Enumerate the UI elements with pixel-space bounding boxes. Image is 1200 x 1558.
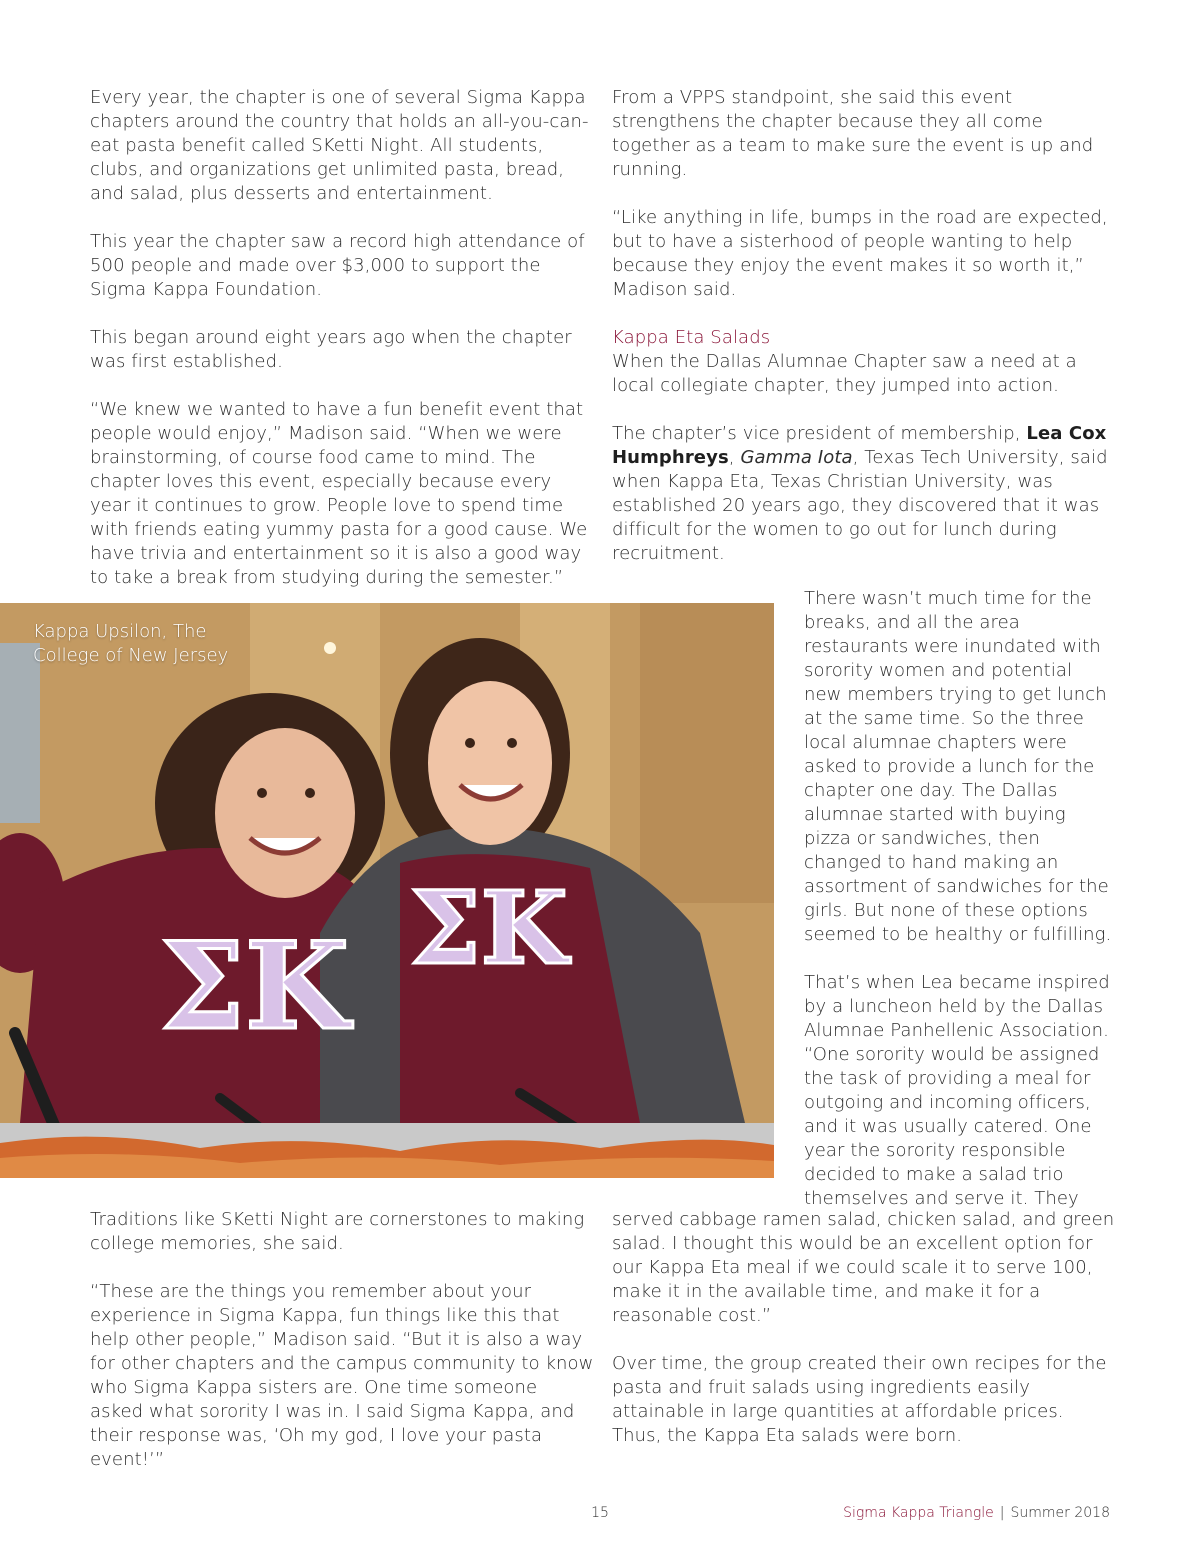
section-heading: Kappa Eta Salads [612, 327, 771, 348]
right-column-top [612, 86, 1112, 566]
publication-name: Sigma Kappa Triangle [843, 1505, 994, 1521]
publication-footer [843, 1505, 1110, 1521]
left-column-bottom [90, 1208, 595, 1472]
paragraph: That’s when Lea became inspired by a luncheon held by the Dallas Alumnae Panhellenic Association. “One sorority would be assigned the task of providing a meal for outgoing and incoming officers, and it was usually catered. One year the sorority responsible decided to make a salad trio themselves and serve it. They [804, 972, 1110, 1209]
paragraph: served cabbage ramen salad, chicken salad, and green salad. I thought this would be an excellent option for our Kappa Eta meal if we could scale it to serve 100, make it in the available time, and make it for a reasonable cost.” [612, 1209, 1115, 1326]
person-name: Lea Cox Humphreys [612, 423, 1107, 468]
right-column-bottom [612, 1208, 1117, 1448]
paragraph: This year the chapter saw a record high attendance of 500 people and made over $3,000 to support the Sigma Kappa Foundation. [90, 231, 585, 300]
paragraph-text: , Texas Tech University, said when Kappa Eta, Texas Christian University, was established 20 years ago, they discovered that it was difficult for the women to go out for lunch during recruitment. [612, 447, 1108, 564]
paragraph: “Like anything in life, bumps in the road are expected, but to have a sisterhood of people wanting to help because they enjoy the event makes it so worth it,” Madison said. [612, 207, 1108, 300]
paragraph: There wasn’t much time for the breaks, and all the area restaurants were inundated with sorority women and potential new members trying to get lunch at the same time. So the three local alumnae chapters were asked to provide a lunch for the chapter one day. The Dallas alumnae started with buying pizza or sandwiches, then changed to hand making an assortment of sandwiches for the girls. But none of these options seemed to be healthy or fulfilling. [804, 588, 1112, 945]
paragraph: From a VPPS standpoint, she said this event strengthens the chapter because they all come together as a team to make sure the event is up and running. [612, 87, 1094, 180]
shirt-letters-left: ΣK [160, 916, 350, 1057]
paragraph: “We knew we wanted to have a fun benefit event that people would enjoy,” Madison said. “When we were brainstorming, of course food came to mind. The chapter loves this event, especially because every year it continues to grow. People love to spend time with friends eating yummy pasta for a good cause. We have trivia and entertainment so it is also a good way to take a break from studying during the semester.” [90, 399, 588, 588]
issue-date: Summer 2018 [1010, 1505, 1110, 1521]
paragraph: Traditions like SKetti Night are cornerstones to making college memories, she said. [90, 1209, 585, 1254]
shirt-letters-right: ΣK [410, 869, 568, 987]
paragraph: This began around eight years ago when the chapter was first established. [90, 327, 572, 372]
page-number: 15 [591, 1505, 609, 1521]
paragraph: “These are the things you remember about your experience in Sigma Kappa, fun things like this that help other people,” Madison said. “But it is also a way for other chapters and the campus community to know who Sigma Kappa sisters are. One time someone asked what sorority I was in. I said Sigma Kappa, and their response was, ‘Oh my god, I love your pasta event!’” [90, 1281, 594, 1470]
paragraph: Over time, the group created their own recipes for the pasta and fruit salads using ingredients easily attainable in large quantities at affordable prices. Thus, the Kappa Eta salads were born. [612, 1353, 1107, 1446]
chapter-name: Gamma Iota [740, 447, 853, 468]
footer-separator: | [999, 1505, 1005, 1521]
paragraph [612, 422, 1112, 566]
separator-text: , [728, 447, 741, 468]
photo-illustration [0, 603, 774, 1178]
left-column-top [90, 86, 590, 590]
paragraph: Every year, the chapter is one of several Sigma Kappa chapters around the country that holds an all-you-can-eat pasta benefit called SKetti Night. All students, clubs, and organizations get unlimited pasta, bread, and salad, plus desserts and entertainment. [90, 87, 589, 204]
paragraph-text: The chapter’s vice president of membership, [612, 423, 1027, 444]
event-photo [0, 603, 774, 1178]
photo-caption: Kappa Upsilon, The College of New Jersey [33, 621, 229, 666]
paragraph: When the Dallas Alumnae Chapter saw a need at a local collegiate chapter, they jumped into action. [612, 351, 1077, 396]
section [612, 326, 1112, 398]
right-column-narrow [804, 587, 1114, 1211]
